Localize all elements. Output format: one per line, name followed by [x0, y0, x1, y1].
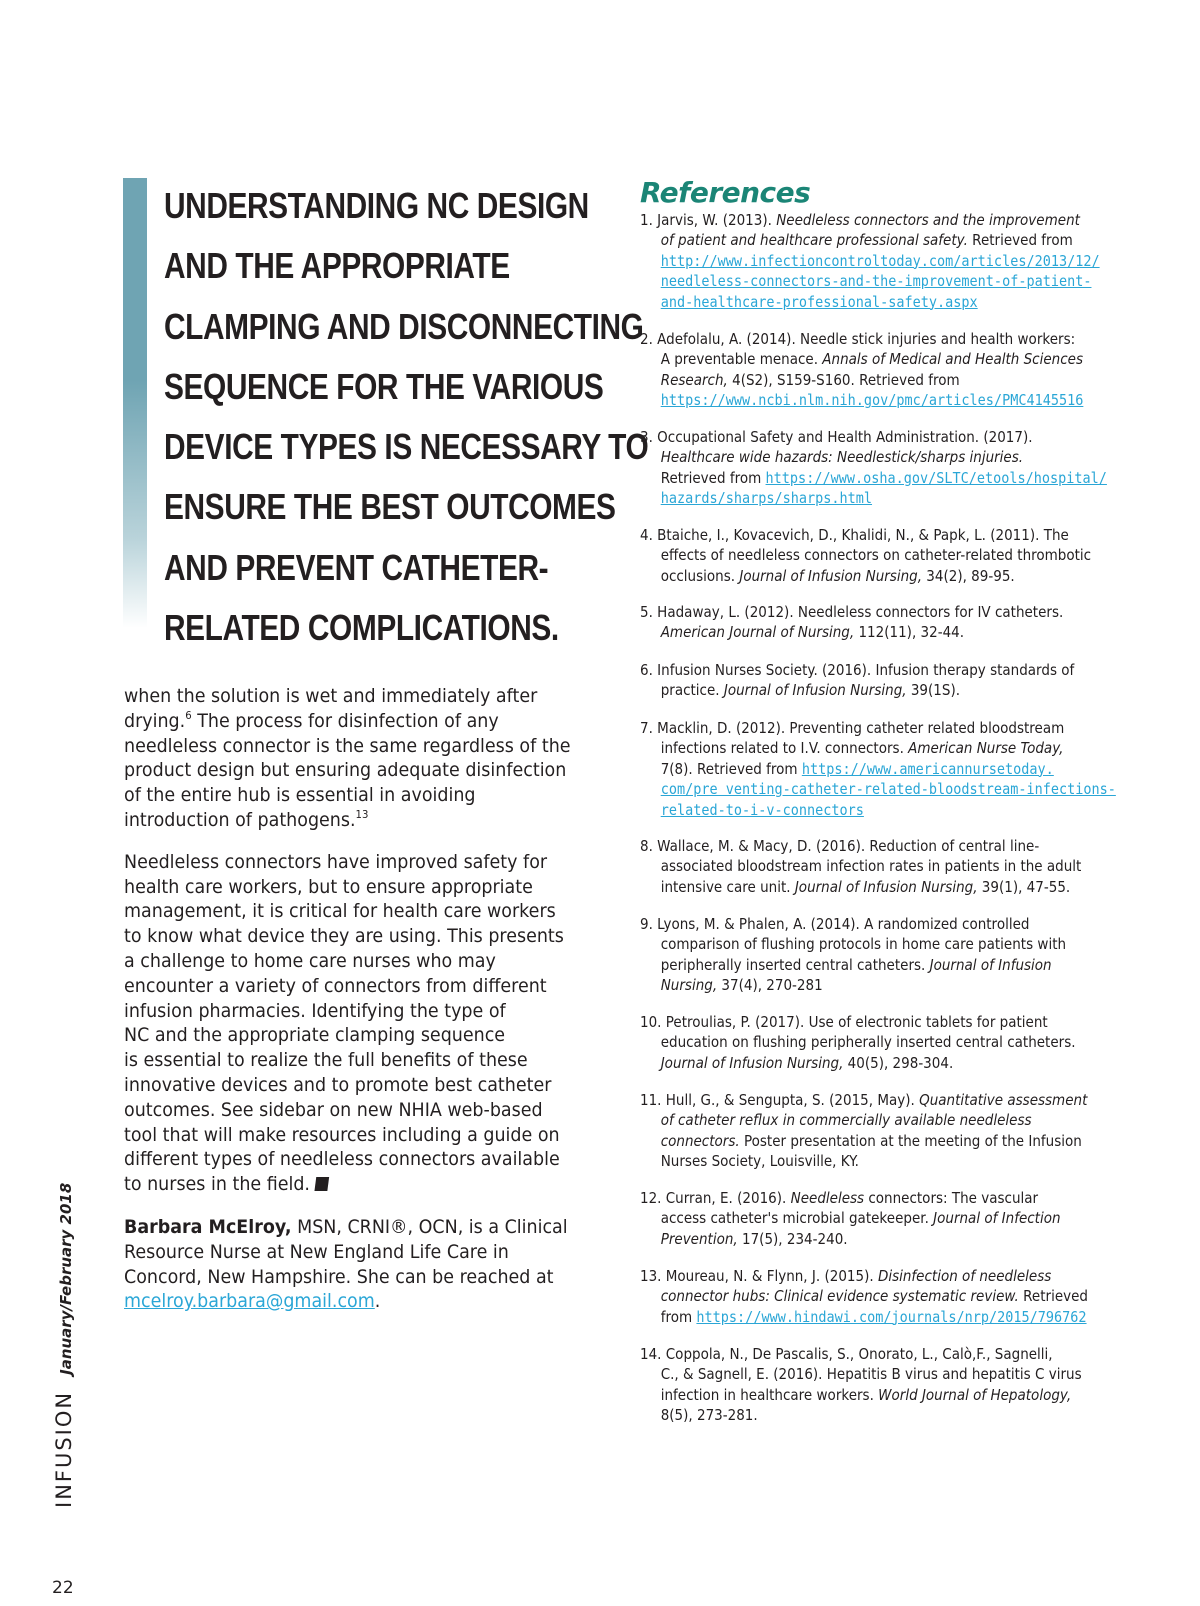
end-of-article-icon: [315, 1177, 330, 1191]
pull-quote-accent-bar: [123, 178, 147, 628]
issue-date: January/February 2018: [57, 1182, 75, 1375]
reference-item: 7. Macklin, D. (2012). Preventing catheter related bloodstream infections related to I.V. connectors. American Nurse Today, 7(8). Retrieved from https://www.americannursetoday. com/pre venting-catheter-related-bloodstream-infections- related-to-i-v-connectors: [640, 719, 1116, 819]
reference-link[interactable]: and-healthcare-professional-safety.aspx: [660, 292, 978, 311]
reference-item: 3. Occupational Safety and Health Administration. (2017). Healthcare wide hazards: Needlestick/sharps injuries. Retrieved from https://www.osha.gov/SLTC/etools/hospital/ hazards/sharps/sharps.html: [640, 428, 1107, 508]
reference-item: 13. Moureau, N. & Flynn, J. (2015). Disinfection of needleless connector hubs: Clinical evidence systematic review. Retrieved from https://www.hindawi.com/journals/nrp/2015/796762: [640, 1267, 1089, 1326]
reference-link[interactable]: com/pre venting-catheter-related-bloodstream-infections-: [660, 780, 1116, 799]
pull-quote-line: AND PREVENT CATHETER-: [164, 546, 549, 588]
pull-quote-line: DEVICE TYPES IS NECESSARY TO: [164, 426, 649, 468]
author-email-link[interactable]: mcelroy.barbara@gmail.com: [124, 1290, 375, 1313]
reference-item: 12. Curran, E. (2016). Needleless connectors: The vascular access catheter's microbial gatekeeper. Journal of Infection Prevention, 17(5), 234-240.: [640, 1189, 1061, 1248]
pull-quote-line: AND THE APPROPRIATE: [164, 245, 510, 287]
pull-quote-line: CLAMPING AND DISCONNECTING: [164, 305, 644, 347]
page-number: 22: [52, 1578, 74, 1598]
reference-item: 4. Btaiche, I., Kovacevich, D., Khalidi, N., & Papk, L. (2011). The effects of needleless connectors on catheter-related thrombotic occlusions. Journal of Infusion Nursing, 34(2), 89-95.: [640, 526, 1092, 585]
reference-item: 9. Lyons, M. & Phalen, A. (2014). A randomized controlled comparison of flushing protocols in home care patients with peripherally inserted central catheters. Journal of Infusion Nursing, 37(4), 270-281: [640, 915, 1067, 995]
pull-quote-line: RELATED COMPLICATIONS.: [164, 607, 559, 649]
body-paragraph: Needleless connectors have improved safety for health care workers, but to ensure appropriate management, it is critical for health care workers to know what device they are using. This presents a challenge to home care nurses who may encounter a variety of connectors from different infusion pharmacies. Identifying the type of NC and the appropriate clamping sequence is essential to realize the full benefits of these innovative devices and to promote best catheter outcomes. See sidebar on new NHIA web-based tool that will make resources including a guide on different types of needleless connectors available to nurses in the field.: [124, 850, 564, 1196]
reference-link[interactable]: https://www.ncbi.nlm.nih.gov/pmc/articles/PMC4145516: [660, 391, 1084, 410]
reference-link[interactable]: https://www.hindawi.com/journals/nrp/2015/796762: [696, 1307, 1087, 1326]
body-paragraph: when the solution is wet and immediately after drying.$^6$ The process for disinfection of any needleless connector is the same regardless of the product design but ensuring adequate disinfection of the entire hub is essential in avoiding introduction of pathogens.$^{13}$: [124, 685, 571, 831]
body-column: [124, 684, 614, 1314]
pull-quote-line: ENSURE THE BEST OUTCOMES: [164, 486, 616, 528]
reference-item: 2. Adefolalu, A. (2014). Needle stick injuries and health workers: A preventable menace. Annals of Medical and Health Sciences Research, 4(S2), S159-S160. Retrieved from https://www.ncbi.nlm.nih.gov/pmc/articles/PMC4145516: [640, 330, 1084, 410]
reference-item: 8. Wallace, M. & Macy, D. (2016). Reduction of central line- associated bloodstream infection rates in patients in the adult intensive care unit. Journal of Infusion Nursing, 39(1), 47-55.: [640, 837, 1082, 896]
pull-quote-line: UNDERSTANDING NC DESIGN: [164, 185, 589, 226]
footnote-ref: 6: [185, 708, 192, 722]
reference-link[interactable]: needleless-connectors-and-the-improvement-of-patient-: [660, 272, 1092, 291]
author-name: Barbara McElroy,: [124, 1215, 292, 1238]
reference-item: 11. Hull, G., & Sengupta, S. (2015, May). Quantitative assessment of catheter reflux in commercially available needleless connectors. Poster presentation at the meeting of the Infusion Nurses Society, Louisville, KY.: [640, 1091, 1088, 1171]
pull-quote: [164, 176, 649, 658]
reference-link[interactable]: https://www.americannursetoday.: [801, 759, 1054, 778]
reference-link[interactable]: hazards/sharps/sharps.html: [660, 489, 873, 508]
footnote-ref: 13: [355, 807, 369, 821]
reference-item: 1. Jarvis, W. (2013). Needleless connectors and the improvement of patient and healthcare professional safety. Retrieved from http://www.infectioncontroltoday.com/articles/2013/12/ needleless-connectors-and-the-improvement-of-patient- and-healthcare-professional-safety.aspx: [640, 211, 1100, 311]
references-section: [640, 176, 1170, 1425]
reference-item: 5. Hadaway, L. (2012). Needleless connectors for IV catheters. American Journal of Nursing, 112(11), 32-44.: [640, 603, 1064, 642]
reference-item: 14. Coppola, N., De Pascalis, S., Onorato, L., Calò,F., Sagnelli, C., & Sagnell, E. (2016). Hepatitis B virus and hepatitis C virus infection in healthcare workers. World Journal of Hepatology, 8(5), 273-281.: [640, 1345, 1082, 1425]
reference-link[interactable]: related-to-i-v-connectors: [660, 800, 864, 819]
references-heading: References: [640, 176, 811, 209]
side-footer: [52, 1183, 76, 1508]
author-bio: Barbara McElroy, MSN, CRNI®, OCN, is a Clinical Resource Nurse at New England Life Care in Concord, New Hampshire. She can be reached at mcelroy.barbara@gmail.com.: [124, 1215, 568, 1313]
reference-item: 10. Petroulias, P. (2017). Use of electronic tablets for patient education on flushing peripherally inserted central catheters. Journal of Infusion Nursing, 40(5), 298-304.: [640, 1013, 1076, 1072]
pull-quote-line: SEQUENCE FOR THE VARIOUS: [164, 365, 604, 407]
reference-link[interactable]: http://www.infectioncontroltoday.com/articles/2013/12/: [660, 251, 1100, 270]
reference-link[interactable]: https://www.osha.gov/SLTC/etools/hospital/: [765, 468, 1107, 487]
reference-item: 6. Infusion Nurses Society. (2016). Infusion therapy standards of practice. Journal of Infusion Nursing, 39(1S).: [640, 661, 1075, 700]
magazine-name: INFUSION: [52, 1390, 76, 1508]
